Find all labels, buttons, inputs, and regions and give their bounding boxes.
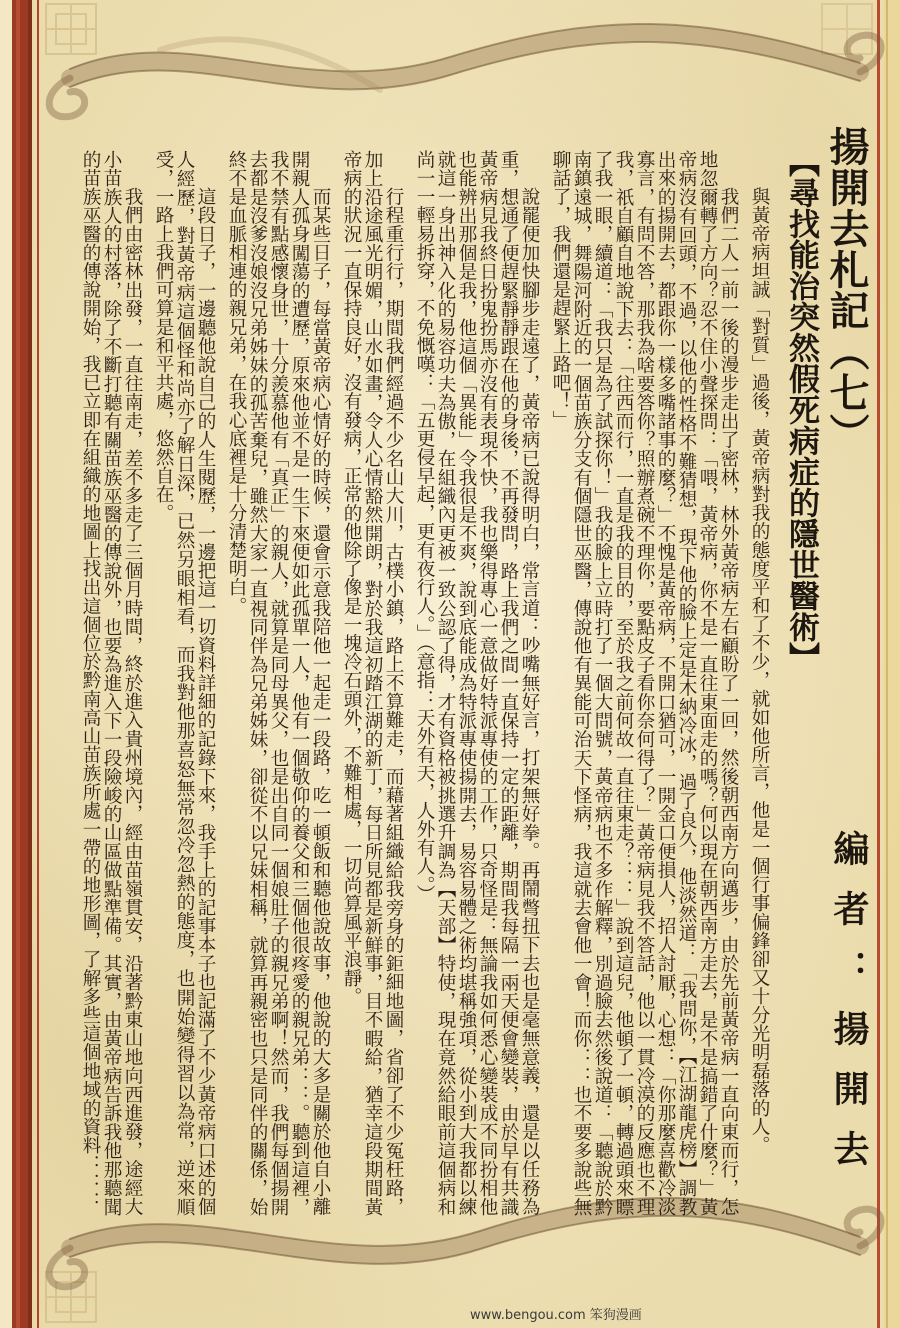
paragraph: 說罷便加快腳步走遠了，黃帝病已說得明白，常言道：吵嘴無好言，打架無好拳。再鬧彆扭下去也是毫無意義，還是以任務為重，想通了便趕緊靜靜跟在他的身後，不再發問，路上我們之間一直保持一定的距離，期間我每隔一兩天便會變裝，由於早有共識黃帝病見我終日扮鬼扮馬亦沒有表現不快，我也樂得專心一意做好特派專使的工作，只奇怪是：無論我如何悉心變裝成不同扮相他也能辨出那個是我，他這個「異能」令我很是不爽，說到底能成為特派專使揚開去，易容易體之術均堪稱強項，從小到大我都以練就這一身出神入化的易容功夫為傲，在組織內更被一致公認了得，才有資格被挑選升調為【天部】特使，現在竟然給眼前這個病和尚一一輕易拆穿，不免慨嘆：「五更侵早起，更有夜行人。」（意指：天外有天，人外有人。）: [414, 150, 540, 1216]
article-body: [72, 150, 770, 1216]
site-watermark: www.bengou.com 笨狗漫画: [470, 1308, 642, 1323]
paragraph: 我們由密林出發，一直往南走，差不多走了三個月時間，終於進入貴州境內，經由苗嶺貫安，沿著黔東山地向西進發，途經大小苗族人的村落，除了不斷打聽有關苗族巫醫的傳說外，也要為進入下一段險峻的山區做點準備。其實，由黃帝病告訴我他那聽聞的苗族巫醫的傳說開始，我已立即在組織的地圖上找出這個位於黔南高山苗族所處一帶的地形圖，了解多些這個地域的資料：：：: [80, 150, 143, 1216]
top-ribbon-decoration: [49, 24, 881, 117]
right-red-border: [877, 0, 900, 1328]
author-credit: 編者：揚開去: [828, 830, 870, 1190]
article-title: 揚開去札記（七）: [823, 126, 870, 454]
paragraph: 與黃帝病坦誠「對質」過後，黃帝病對我的態度平和了不少，就如他所言，他是一個行事偏鋒卻又十分光明磊落的人。: [749, 187, 770, 1155]
article-subtitle: 【尋找能治突然假死病症的隱世醫術】: [783, 146, 819, 673]
left-red-rod: [0, 0, 39, 1328]
top-left-lattice-decoration: [46, 4, 96, 54]
paragraph: 我們二人一前一後的漫步走出了密林，林外黃帝病左右顧盼了一回，然後朝西南方向邁步，由於先前黃帝病一直向東而行，怎地忽爾轉了方向？忍不住小聲探問：「喂，黃帝病，你不是一直往東面走的嗎？何以現在朝西南方走去，是不是搞錯了什麼？」黃帝病沒有回頭，不過，以他的性格不難猜想，現下他的臉上定是木納冷冰，過了良久，他淡然道：「我問你，【江湖龍虎榜】調教出來的揚開去，都跟你一樣多嘴諸事的麼？」不愧是黃帝病，不開口猶可，一開金口便損人，招人討厭，心想：「你那麼喜歡冷淡寡言，有問不答，那我為啥要答你？照辦煮碗不理你，要點皮子看你奈何得了？」黃帝病見我不答話，他以一貫冷漠的反應也不理我，祇自顧自地說下去：「往西而行，一直是我的目的，至於我之前何故一直往東走？：：」說到這兒，他頓了一頓，轉過頭來瞟了我一眼，續道：「我只是為了試探你！」我的臉上立時打了一個大問號，黃帝病也不多作解釋，別過臉去然後說道：「聽說於黔南鎮遠城，舞陽河附近的一個苗族分支有個隱世巫醫，傳說他有異能可治天下怪病，我這就去會他一會！而你：：也不要多說些無聊話了，我們還是趕緊上路吧！」: [550, 150, 739, 1216]
paragraph: 這段日子，一邊聽他說自己的人生閱歷，一邊把這一切資料詳細的記錄下來，我手上的記事本子也記滿了不少黃帝病口述的個人經歷，對黃帝病這個怪和尚亦了解日深，已然另眼相看，而我對他那喜怒無常忽冷忽熱的態度，也開始變得習以為常，逆來順受，一路上我們可算是和平共處，悠然自在。: [153, 150, 216, 1216]
paragraph: 行程重行行，期間我們經過不少名山大川，古樸小鎮，路上不算難走，而藉著組織給我旁身的鉅細地圖，省卻了不少冤枉路，加上沿途風光明媚，山水如畫，令人心情豁然開朗，對於我這初踏江湖的新丁，每日所見都是新鮮事，目不暇給，猶幸這段期間黃帝病的狀況一直保持良好，沒有發病，正常的他除了像是一塊冷石頭外，不難相處，一切尚算風平浪靜。: [341, 150, 404, 1216]
paragraph: 而某些日子，每當黃帝病心情好的時候，還會示意我陪他一起走一段路，吃一頓飯和聽他說故事，他說的大多是關於他自小離開親人孤身闖蕩的遭歷，原來他並不是一生下來便如此孤單一人，他有一個敬仰的養父和三個他很疼愛的親兄弟：：。聽到這裡，我不禁有點感懷身世，十分羨慕他有「真正」的親人，就算是同母異父，也是出自同一個娘肚子的親兄弟啊！然而，我們每個揚開去都是沒爹沒娘沒兄弟姊妹的孤苦棄兒，雖然大家一直視同伴為兄弟姊妹，卻從不以兄妹相稱，就算再親密也只是同伴的關係，始終不是血脈相連的親兄弟，在我心底裡是十分清楚明白。: [226, 150, 331, 1216]
